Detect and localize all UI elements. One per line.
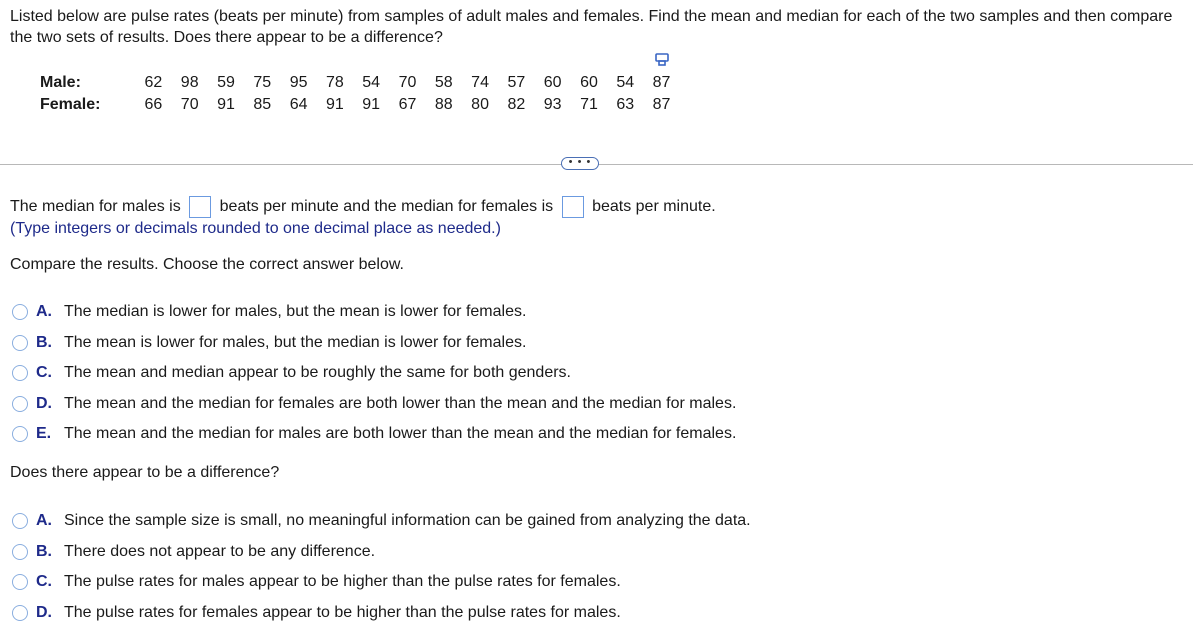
male-value: 60 <box>580 74 598 91</box>
radio-button[interactable] <box>12 365 28 381</box>
option-text: The mean and the median for males are both lower than the mean and the median for females. <box>64 425 737 443</box>
male-value: 54 <box>616 74 635 91</box>
male-value: 98 <box>180 74 199 91</box>
radio-button[interactable] <box>12 426 28 442</box>
rounding-hint: (Type integers or decimals rounded to one decimal place as needed.) <box>10 220 501 237</box>
show-more-button[interactable]: • • • <box>561 157 599 170</box>
compare-prompt: Compare the results. Choose the correct answer below. <box>10 256 404 273</box>
female-value: 70 <box>180 96 199 113</box>
compare-option-a[interactable] <box>12 297 736 328</box>
difference-prompt: Does there appear to be a difference? <box>10 464 280 481</box>
female-value: 91 <box>362 96 381 113</box>
radio-button[interactable] <box>12 304 28 320</box>
female-value: 91 <box>217 96 235 113</box>
option-text: The pulse rates for females appear to be higher than the pulse rates for males. <box>64 603 621 621</box>
female-median-input[interactable] <box>562 196 584 218</box>
male-value: 87 <box>652 74 671 91</box>
option-letter: D. <box>36 603 52 621</box>
option-letter: B. <box>36 542 52 560</box>
option-letter: C. <box>36 364 52 382</box>
female-value: 82 <box>507 96 526 113</box>
option-text: Since the sample size is small, no meaningful information can be gained from analyzing the data. <box>64 512 751 530</box>
option-letter: E. <box>36 425 52 443</box>
female-value: 80 <box>471 96 489 113</box>
radio-button[interactable] <box>12 396 28 412</box>
radio-button[interactable] <box>12 513 28 529</box>
male-value: 57 <box>507 74 526 91</box>
option-text: The median is lower for males, but the mean is lower for females. <box>64 303 527 321</box>
male-value: 75 <box>253 74 272 91</box>
copy-icon[interactable] <box>654 52 670 68</box>
compare-option-b[interactable] <box>12 328 736 359</box>
female-value: 63 <box>616 96 635 113</box>
compare-option-e[interactable] <box>12 419 736 450</box>
option-text: The mean is lower for males, but the median is lower for females. <box>64 333 527 351</box>
median-text-3: beats per minute. <box>592 198 716 216</box>
male-label: Male: <box>40 74 81 91</box>
median-text-2: beats per minute and the median for females is <box>219 198 554 216</box>
female-row <box>40 94 670 116</box>
option-letter: A. <box>36 512 52 530</box>
male-value: 78 <box>325 74 344 91</box>
median-question <box>10 196 716 218</box>
male-value: 59 <box>217 74 235 91</box>
option-text: There does not appear to be any difference. <box>64 542 376 560</box>
difference-option-d[interactable] <box>12 598 751 629</box>
difference-option-a[interactable] <box>12 506 751 537</box>
female-value: 71 <box>580 96 598 113</box>
option-letter: B. <box>36 333 52 351</box>
compare-option-d[interactable] <box>12 389 736 420</box>
female-value: 88 <box>434 96 453 113</box>
difference-option-c[interactable] <box>12 567 751 598</box>
option-letter: D. <box>36 394 52 412</box>
radio-button[interactable] <box>12 335 28 351</box>
female-value: 93 <box>543 96 562 113</box>
male-row <box>40 72 670 94</box>
male-value: 95 <box>289 74 308 91</box>
median-text-1: The median for males is <box>10 198 181 216</box>
option-letter: C. <box>36 573 52 591</box>
male-value: 58 <box>434 74 453 91</box>
radio-button[interactable] <box>12 544 28 560</box>
radio-button[interactable] <box>12 574 28 590</box>
female-value: 64 <box>289 96 308 113</box>
male-value: 60 <box>543 74 562 91</box>
question-text: Listed below are pulse rates (beats per minute) from samples of adult males and females. Find the mean and median for each of the two samples and then compare the two sets of results. Does there appear to be a difference? <box>10 8 1173 46</box>
female-value: 85 <box>253 96 272 113</box>
difference-options <box>12 506 751 628</box>
option-text: The pulse rates for males appear to be higher than the pulse rates for females. <box>64 573 621 591</box>
male-median-input[interactable] <box>189 196 211 218</box>
female-label: Female: <box>40 96 101 113</box>
male-value: 74 <box>471 74 489 91</box>
option-text: The mean and the median for females are both lower than the mean and the median for males. <box>64 394 737 412</box>
radio-button[interactable] <box>12 605 28 621</box>
male-value: 62 <box>144 74 163 91</box>
female-value: 66 <box>144 96 163 113</box>
male-value: 54 <box>362 74 381 91</box>
compare-options <box>12 297 736 450</box>
pulse-data-table <box>40 72 670 116</box>
female-value: 87 <box>652 96 671 113</box>
female-value: 67 <box>398 96 417 113</box>
difference-option-b[interactable] <box>12 537 751 568</box>
female-value: 91 <box>325 96 344 113</box>
compare-option-c[interactable] <box>12 358 736 389</box>
male-value: 70 <box>398 74 417 91</box>
option-text: The mean and median appear to be roughly the same for both genders. <box>64 364 571 382</box>
option-letter: A. <box>36 303 52 321</box>
